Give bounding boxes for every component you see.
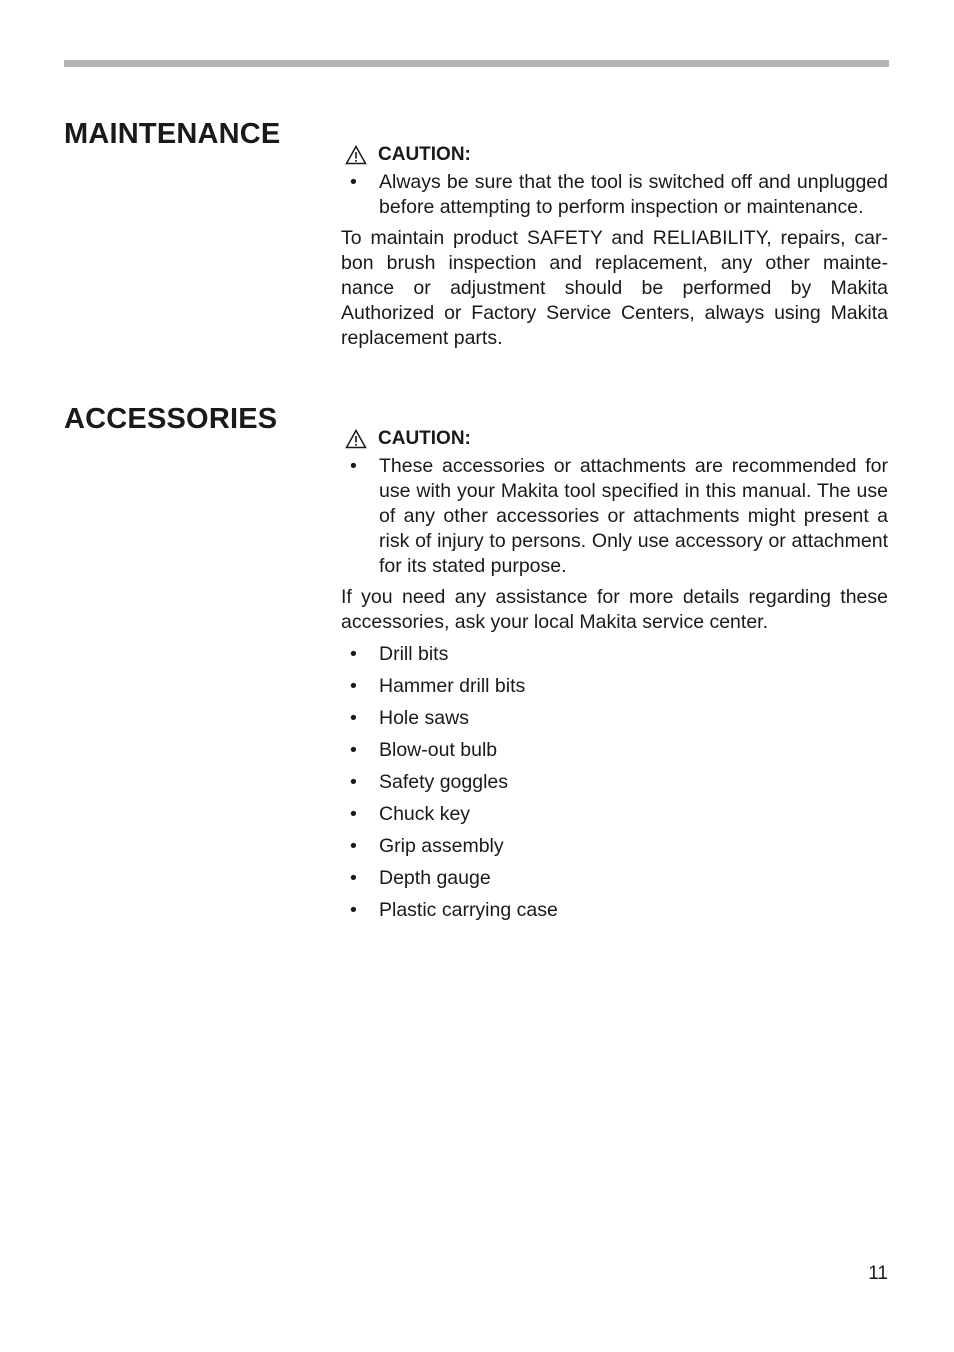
list-item xyxy=(341,674,888,706)
bullet-dot: • xyxy=(350,675,357,697)
list-item xyxy=(341,642,888,674)
bullet-dot: • xyxy=(350,803,357,825)
caution-bullet xyxy=(341,170,888,220)
accessories-caution xyxy=(341,426,888,451)
bullet-dot: • xyxy=(350,739,357,761)
list-item-label: Hole saws xyxy=(379,707,469,729)
list-item-label: Drill bits xyxy=(379,643,449,665)
accessories-paragraph: If you need any assistance for more details regarding these accessories, ask your local Makita service center. xyxy=(341,586,888,633)
accessories-body xyxy=(341,426,888,930)
maintenance-body xyxy=(341,142,888,351)
bullet-dot: • xyxy=(350,899,357,921)
list-item-label: Chuck key xyxy=(379,803,471,825)
list-item xyxy=(341,866,888,898)
top-rule xyxy=(64,60,889,67)
accessories-list xyxy=(341,642,888,930)
page-number: 11 xyxy=(868,1263,888,1284)
list-item-label: Safety goggles xyxy=(379,771,509,793)
list-item-label: Grip assembly xyxy=(379,835,504,857)
bullet-dot: • xyxy=(350,771,357,793)
bullet-dot: • xyxy=(350,835,357,857)
warning-triangle-icon xyxy=(345,429,367,449)
maintenance-paragraph: To maintain product SAFETY and RELIABILITY, repairs, car- bon brush inspection and replacement, any other mainte- nance or adjustment should be performed by Makita Authorized or Factory Service Centers, always using Makita replacement parts. xyxy=(341,227,888,349)
bullet-dot: • xyxy=(350,707,357,729)
list-item xyxy=(341,706,888,738)
bullet-dot: • xyxy=(350,171,357,193)
bullet-dot: • xyxy=(350,867,357,889)
list-item xyxy=(341,802,888,834)
accessories-heading: ACCESSORIES xyxy=(64,403,278,435)
list-item xyxy=(341,898,888,930)
list-item-label: Hammer drill bits xyxy=(379,675,526,697)
warning-triangle-icon xyxy=(345,145,367,165)
caution-label: CAUTION: xyxy=(378,428,471,449)
list-item xyxy=(341,738,888,770)
bullet-dot: • xyxy=(350,643,357,665)
list-item xyxy=(341,770,888,802)
list-item-label: Depth gauge xyxy=(379,867,491,889)
caution-bullet xyxy=(341,454,888,579)
maintenance-caution xyxy=(341,142,888,167)
list-item-label: Plastic carrying case xyxy=(379,899,558,921)
list-item-label: Blow-out bulb xyxy=(379,739,498,761)
maintenance-heading: MAINTENANCE xyxy=(64,118,281,150)
caution-bullet-text: These accessories or attachments are recommended for use with your Makita tool specified in this manual. The use of any other accessories or attachments might present a risk of injury to persons. Only use accessory or attachment for its stated purpose. xyxy=(379,455,888,577)
caution-label: CAUTION: xyxy=(378,144,471,165)
caution-bullet-text: Always be sure that the tool is switched off and unplugged before attempting to perform inspection or maintenance. xyxy=(379,171,888,218)
bullet-dot: • xyxy=(350,455,357,477)
list-item xyxy=(341,834,888,866)
